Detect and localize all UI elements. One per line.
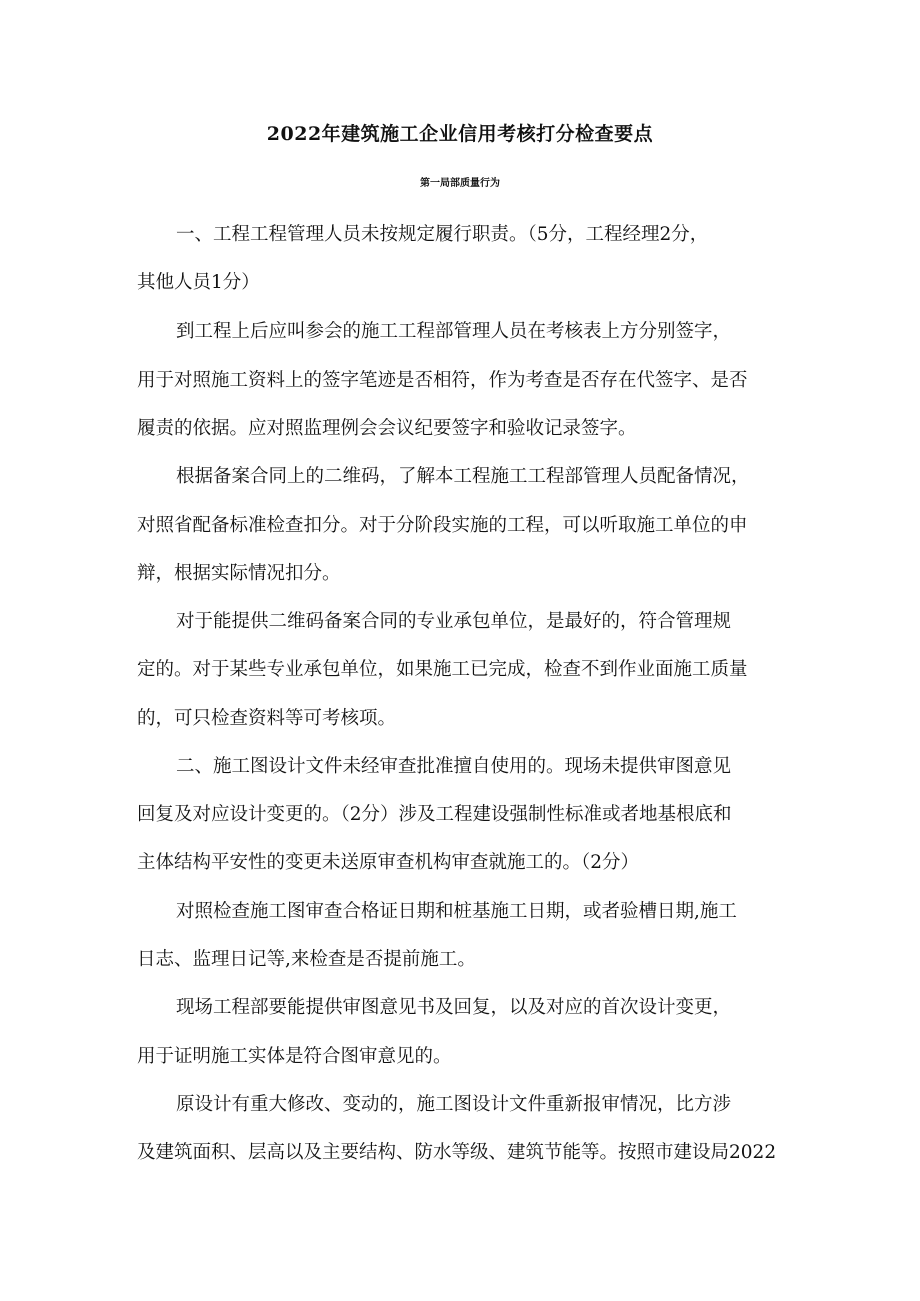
body-line: 一、工程工程管理人员未按规定履行职责。（5分，工程经理2分， bbox=[176, 224, 709, 245]
body-line: 其他人员1分） bbox=[137, 272, 260, 293]
body-line: 及建筑面积、层高以及主要结构、防水等级、建筑节能等。按照市建设局2022 bbox=[137, 1142, 777, 1163]
body-line: 二、施工图设计文件未经审查批准擅自使用的。现场未提供审图意见 bbox=[176, 756, 732, 777]
body-line: 对照省配备标准检查扣分。对于分阶段实施的工程，可以听取施工单位的申 bbox=[137, 515, 748, 536]
body-line: 用于证明施工实体是符合图审意见的。 bbox=[137, 1046, 452, 1067]
body-line: 的，可只检查资料等可考核项。 bbox=[137, 708, 397, 729]
body-line: 回复及对应设计变更的。（2分）涉及工程建设强制性标准或者地基根底和 bbox=[137, 804, 732, 825]
body-line: 原设计有重大修改、变动的，施工图设计文件重新报审情况，比方涉 bbox=[176, 1094, 732, 1115]
body-line: 用于对照施工资料上的签字笔迹是否相符，作为考查是否存在代签字、是否 bbox=[137, 370, 748, 391]
body-line: 履责的依据。应对照监理例会会议纪要签字和验收记录签字。 bbox=[137, 418, 637, 439]
body-line: 对照检查施工图审查合格证日期和桩基施工日期，或者验槽日期,施工 bbox=[176, 901, 737, 922]
body-line: 到工程上后应叫参会的施工工程部管理人员在考核表上方分别签字， bbox=[176, 321, 732, 342]
document-title: 2022年建筑施工企业信用考核打分检查要点 bbox=[266, 123, 654, 145]
body-line: 主体结构平安性的变更未送原审查机构审查就施工的。（2分） bbox=[137, 852, 640, 873]
body-line: 现场工程部要能提供审图意见书及回复，以及对应的首次设计变更， bbox=[176, 997, 732, 1018]
body-line: 日志、监理日记等,来检查是否提前施工。 bbox=[137, 949, 476, 970]
body-line: 对于能提供二维码备案合同的专业承包单位，是最好的，符合管理规 bbox=[176, 611, 732, 632]
section-heading: 第一局部质量行为 bbox=[420, 178, 500, 189]
body-line: 定的。对于某些专业承包单位，如果施工已完成，检查不到作业面施工质量 bbox=[137, 659, 748, 680]
body-line: 根据备案合同上的二维码，了解本工程施工工程部管理人员配备情况， bbox=[176, 466, 750, 487]
body-line: 辩，根据实际情况扣分。 bbox=[137, 563, 341, 584]
